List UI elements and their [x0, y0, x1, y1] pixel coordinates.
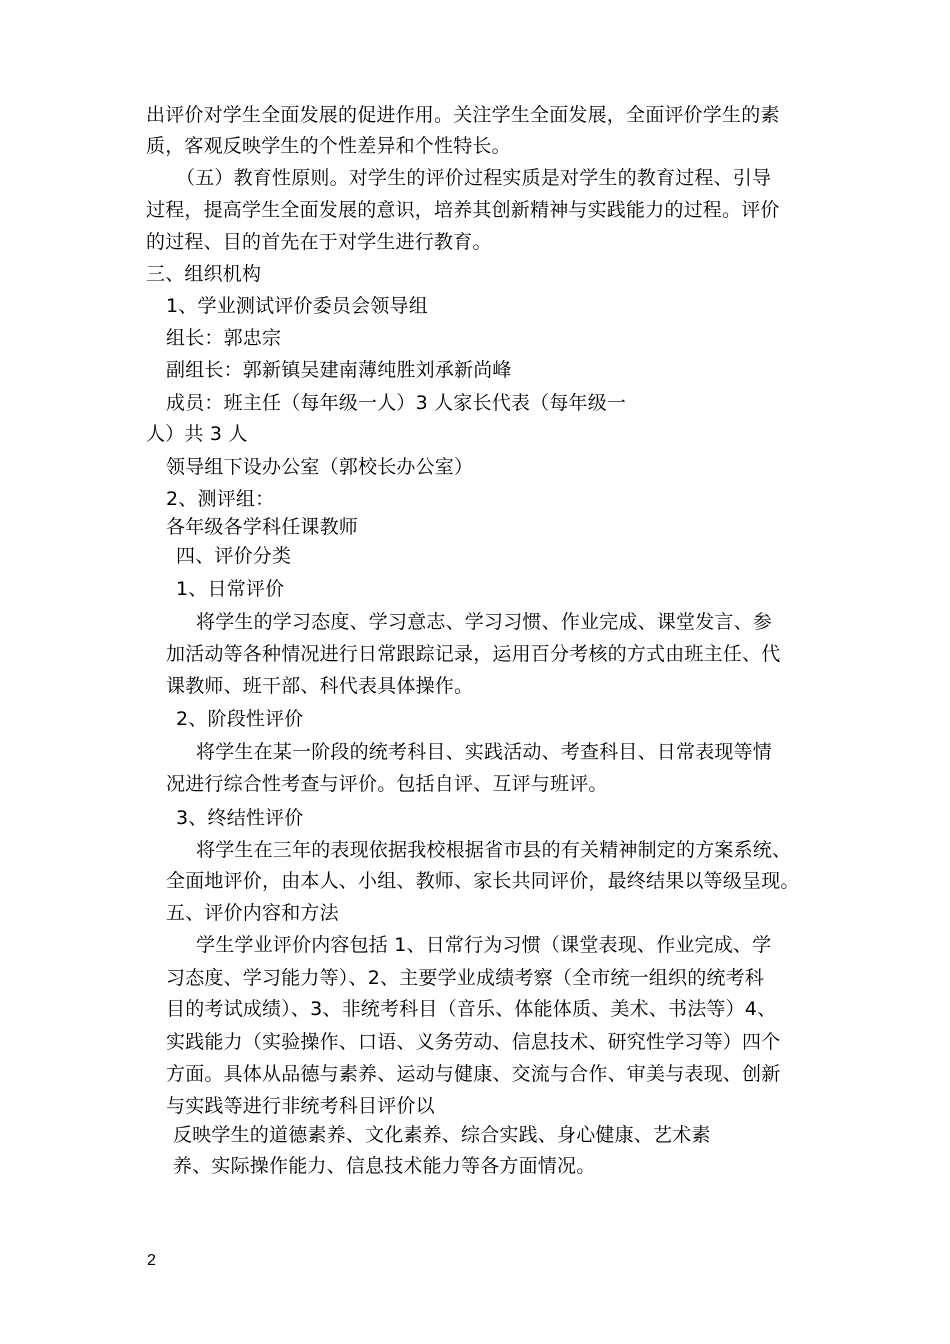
- text-line: 将学生在某一阶段的统考科目、实践活动、考查科目、日常表现等情: [196, 741, 773, 763]
- text-line: 人）共 3 人: [146, 423, 248, 445]
- text-line: 领导组下设办公室（郭校长办公室）: [166, 456, 474, 478]
- subsection-heading: 2、测评组：: [166, 488, 275, 510]
- text-line: 养、实际操作能力、信息技术能力等各方面情况。: [173, 1155, 596, 1177]
- section-heading: 五、评价内容和方法: [166, 902, 339, 924]
- text-line: 况进行综合性考查与评价。包括自评、互评与班评。: [166, 773, 608, 795]
- text-line: 方面。具体从品德与素养、运动与健康、交流与合作、审美与表现、创新: [166, 1063, 781, 1085]
- text-line: 将学生在三年的表现依据我校根据省市县的有关精神制定的方案系统、: [196, 839, 792, 861]
- text-line: 加活动等各种情况进行日常跟踪记录，运用百分考核的方式由班主任、代: [166, 643, 781, 665]
- text-line: 学生学业评价内容包括 1、日常行为习惯（课堂表现、作业完成、学: [196, 934, 772, 956]
- text-line: 与实践等进行非统考科目评价以: [166, 1095, 435, 1117]
- text-line: 过程，提高学生全面发展的意识，培养其创新精神与实践能力的过程。评价: [146, 199, 780, 221]
- subsection-heading: 3、终结性评价: [176, 807, 304, 829]
- page-number: 2: [147, 1252, 156, 1269]
- text-line: （五）教育性原则。对学生的评价过程实质是对学生的教育过程、引导: [176, 167, 772, 189]
- text-line: 的过程、目的首先在于对学生进行教育。: [146, 231, 492, 253]
- text-line: 实践能力（实验操作、口语、义务劳动、信息技术、研究性学习等）四个: [166, 1031, 781, 1053]
- section-heading: 四、评价分类: [176, 545, 292, 567]
- text-line: 组长：郭忠宗: [166, 327, 282, 349]
- text-line: 出评价对学生全面发展的促进作用。关注学生全面发展，全面评价学生的素: [146, 104, 780, 126]
- text-line: 课教师、班干部、科代表具体操作。: [166, 675, 474, 697]
- text-line: 将学生的学习态度、学习意志、学习习惯、作业完成、课堂发言、参: [196, 611, 773, 633]
- text-line: 质，客观反映学生的个性差异和个性特长。: [146, 135, 511, 157]
- text-line: 各年级各学科任课教师: [166, 516, 359, 538]
- subsection-heading: 1、学业测试评价委员会领导组: [166, 295, 428, 317]
- subsection-heading: 2、阶段性评价: [176, 708, 304, 730]
- text-line: 副组长：郭新镇吴建南薄纯胜刘承新尚峰: [166, 359, 512, 381]
- text-line: 全面地评价，由本人、小组、教师、家长共同评价，最终结果以等级呈现。: [166, 870, 800, 892]
- text-line: 目的考试成绩）、3、非统考科目（音乐、体能体质、美术、书法等）4、: [166, 998, 777, 1020]
- section-heading: 三、组织机构: [146, 263, 262, 285]
- text-line: 成员：班主任（每年级一人）3 人家长代表（每年级一: [166, 392, 627, 414]
- text-line: 反映学生的道德素养、文化素养、综合实践、身心健康、艺术素: [173, 1124, 711, 1146]
- subsection-heading: 1、日常评价: [176, 578, 285, 600]
- text-line: 习态度、学习能力等）、2、主要学业成绩考察（全市统一组织的统考科: [166, 967, 764, 989]
